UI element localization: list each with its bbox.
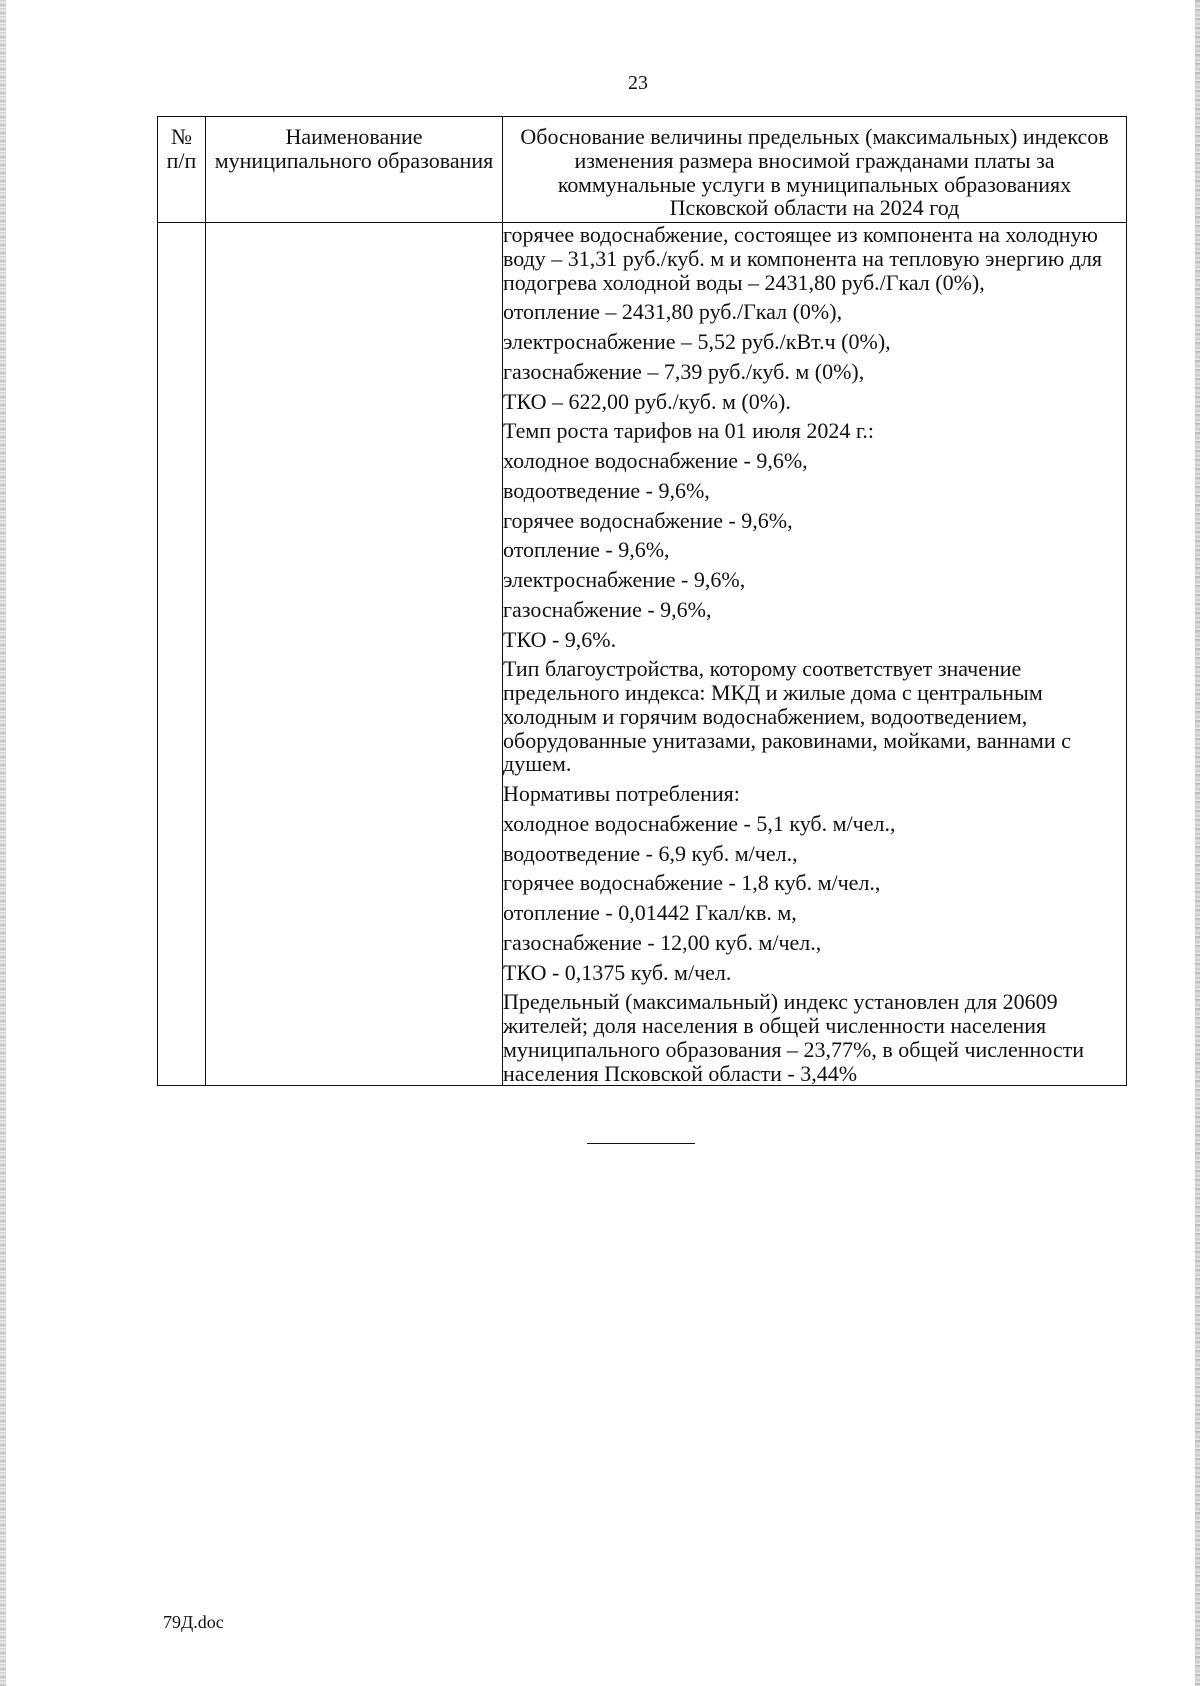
justification-paragraph: электроснабжение – 5,52 руб./кВт.ч (0%), xyxy=(503,329,891,354)
justification-paragraph: водоотведение - 9,6%, xyxy=(503,477,710,503)
justification-paragraph: отопление – 2431,80 руб./Гкал (0%), xyxy=(503,299,843,325)
justification-paragraph: ТКО - 9,6%. xyxy=(503,626,617,652)
header-municipality-name-label: Наименование муниципального образования xyxy=(214,124,494,173)
row-name-cell xyxy=(206,223,503,1086)
justification-paragraph: горячее водоснабжение, состоящее из компонента на холодную воду – 31,31 руб./куб. м и компонента на тепловую энергию для подогрева холодной воды – 2431,80 руб./Гкал (0%), xyxy=(503,222,1103,295)
justification-paragraph: отопление - 9,6%, xyxy=(503,537,670,563)
justification-paragraph: электроснабжение - 9,6%, xyxy=(503,567,746,592)
justification-paragraph: холодное водоснабжение - 9,6%, xyxy=(503,448,808,473)
justification-paragraph: Нормативы потребления: xyxy=(503,781,740,806)
justification-paragraph: Тип благоустройства, которому соответствует значение предельного индекса: МКД и жилые дома с центральным холодным и горячим водоснабжением, водоотведением, оборудованные унитазами, раковинами, мойками, ваннами с душем. xyxy=(503,656,1071,777)
justification-paragraph: отопление - 0,01442 Гкал/кв. м, xyxy=(503,900,797,925)
justification-table xyxy=(157,116,1127,1086)
header-number-label: № п/п xyxy=(166,124,197,173)
justification-paragraph: газоснабжение - 9,6%, xyxy=(503,596,712,622)
header-justification-label: Обоснование величины предельных (максимальных) индексов изменения размера вносимой гражданами платы за коммунальные услуги в муниципальных образованиях Псковской области на 2024 год xyxy=(520,124,1109,221)
header-municipality-name xyxy=(206,117,503,223)
justification-paragraph: водоотведение - 6,9 куб. м/чел., xyxy=(503,840,798,866)
justification-paragraph: холодное водоснабжение - 5,1 куб. м/чел., xyxy=(503,810,896,836)
header-number xyxy=(158,117,206,223)
justification-paragraph: Темп роста тарифов на 01 июля 2024 г.: xyxy=(503,418,875,444)
row-justification-cell xyxy=(503,223,1127,1086)
justification-paragraph: ТКО – 622,00 руб./куб. м (0%). xyxy=(503,388,791,414)
page-number: 23 xyxy=(628,72,648,94)
row-number-cell xyxy=(158,223,206,1086)
justification-paragraph: ТКО - 0,1375 куб. м/чел. xyxy=(503,959,732,985)
scan-edge-right xyxy=(1195,0,1200,1686)
table-row xyxy=(158,223,1127,1086)
file-name-label: 79Д.doc xyxy=(163,1612,224,1632)
justification-paragraph: газоснабжение - 12,00 куб. м/чел., xyxy=(503,929,822,955)
table-header-row xyxy=(158,117,1127,223)
justification-paragraph: Предельный (максимальный) индекс установлен для 20609 жителей; доля населения в общей численности населения муниципального образования – 23,77%, в общей численности населения Псковской области - 3,44% xyxy=(503,989,1085,1086)
end-separator-line xyxy=(587,1143,695,1144)
justification-paragraph: газоснабжение – 7,39 руб./куб. м (0%), xyxy=(503,358,865,384)
justification-paragraph: горячее водоснабжение - 1,8 куб. м/чел., xyxy=(503,870,881,896)
justification-paragraph: горячее водоснабжение - 9,6%, xyxy=(503,507,793,533)
scan-edge-left xyxy=(0,0,6,1686)
header-justification xyxy=(503,117,1127,223)
